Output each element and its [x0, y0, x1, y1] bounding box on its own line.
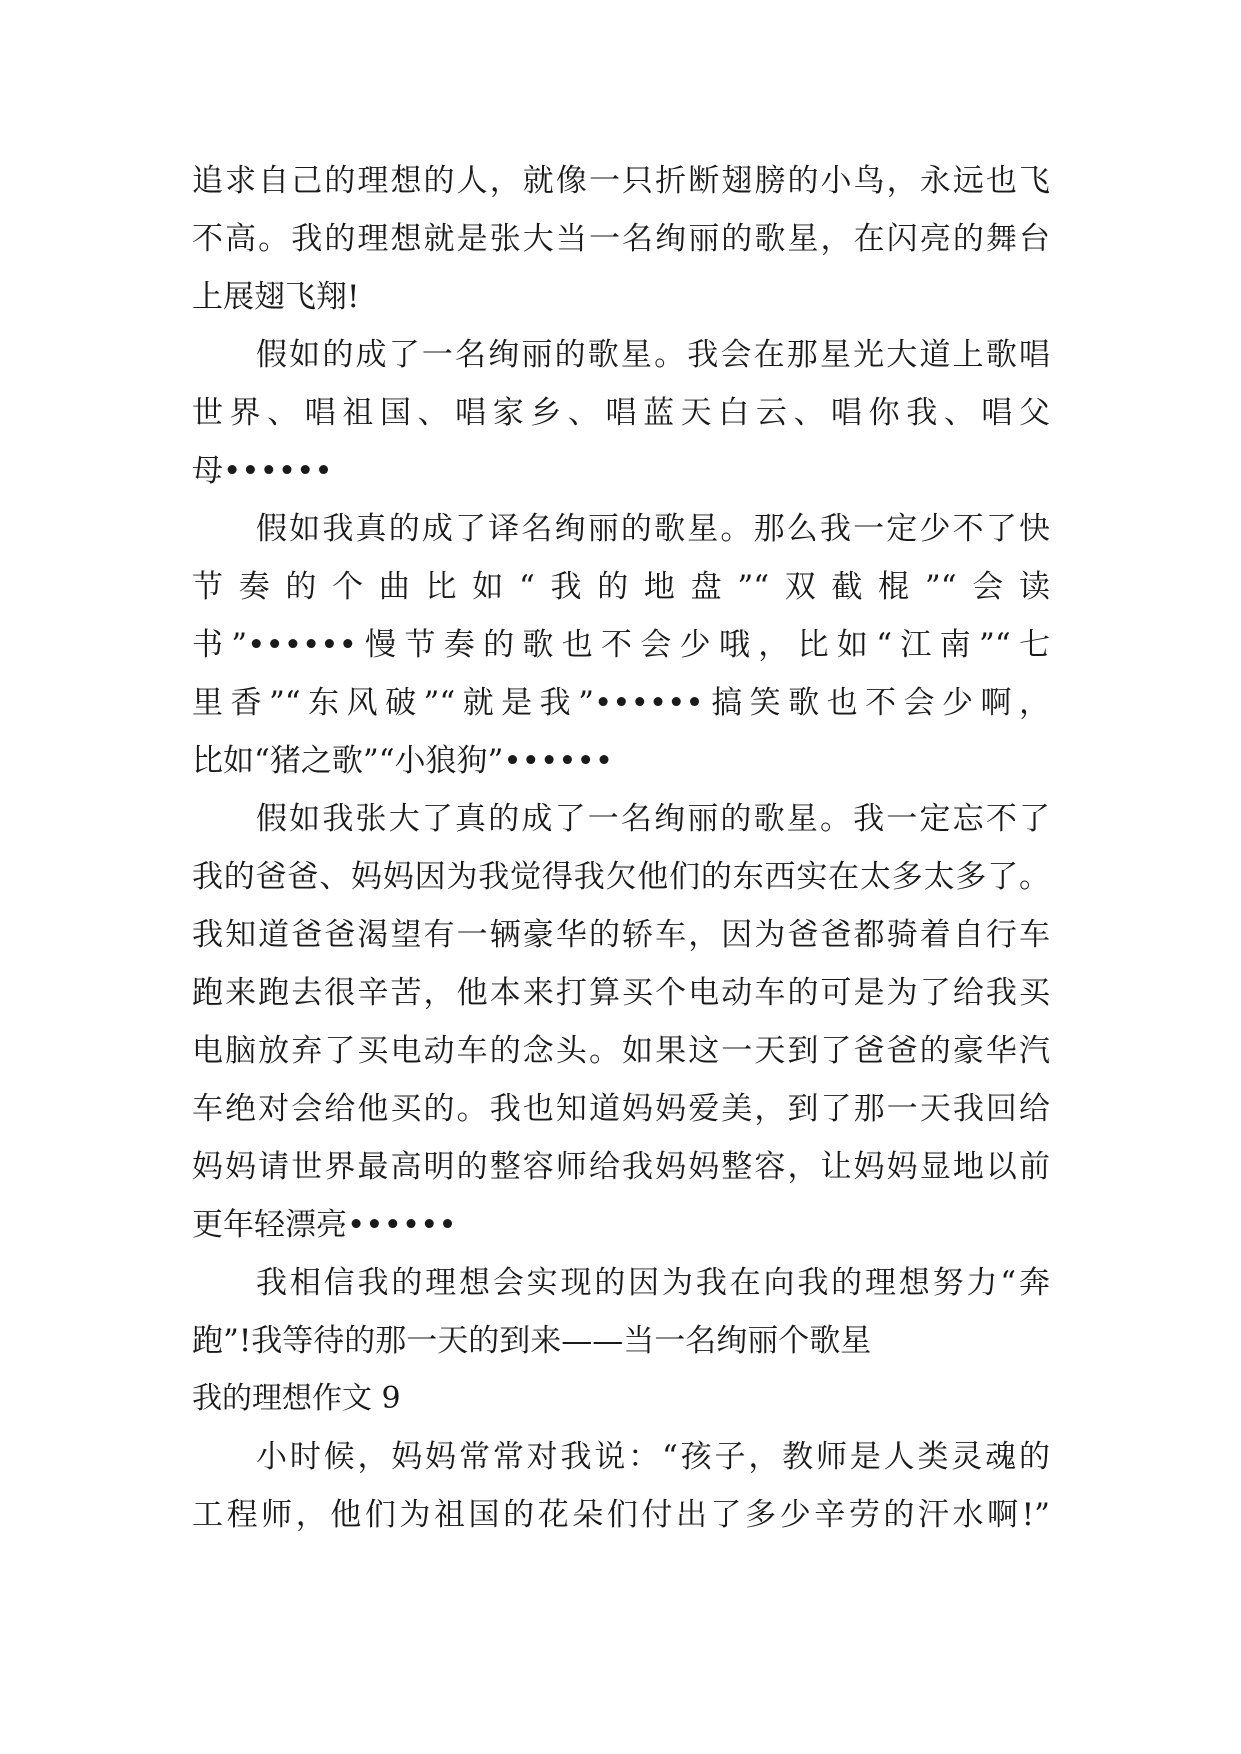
- text-line: 我知道爸爸渴望有一辆豪华的轿车，因为爸爸都骑着自行车: [192, 917, 1050, 953]
- paragraph-first-line: 小时候，妈妈常常对我说：“孩子，教师是人类灵魂的: [256, 1439, 1050, 1475]
- essay-title: 我的理想作文 9: [192, 1381, 401, 1416]
- text-line: 更年轻漂亮••••••: [192, 1207, 457, 1243]
- text-line: 追求自己的理想的人，就像一只折断翅膀的小鸟，永远也飞: [192, 163, 1050, 199]
- document-body: [192, 152, 1050, 1544]
- text-line: 不高。我的理想就是张大当一名绚丽的歌星，在闪亮的舞台: [192, 221, 1050, 257]
- paragraph-first-line: 假如的成了一名绚丽的歌星。我会在那星光大道上歌唱: [256, 337, 1050, 373]
- text-line: 书”••••••慢节奏的歌也不会少哦，比如“江南”“七: [192, 627, 1050, 663]
- paragraph-first-line: 假如我张大了真的成了一名绚丽的歌星。我一定忘不了: [256, 801, 1050, 837]
- paragraph-first-line: 假如我真的成了译名绚丽的歌星。那么我一定少不了快: [256, 511, 1050, 547]
- text-line: 工程师，他们为祖国的花朵们付出了多少辛劳的汗水啊!”: [192, 1497, 1050, 1533]
- text-line: 我的爸爸、妈妈因为我觉得我欠他们的东西实在太多太多了。: [192, 859, 1050, 895]
- text-line: 母••••••: [192, 453, 333, 489]
- text-line: 跑来跑去很辛苦，他本来打算买个电动车的可是为了给我买: [192, 975, 1050, 1011]
- text-line: 节奏的个曲比如“我的地盘”“双截棍”“会读: [192, 569, 1050, 605]
- text-line: 车绝对会给他买的。我也知道妈妈爱美，到了那一天我回给: [192, 1091, 1050, 1127]
- text-line: 电脑放弃了买电动车的念头。如果这一天到了爸爸的豪华汽: [192, 1033, 1050, 1069]
- paragraph-first-line: 我相信我的理想会实现的因为我在向我的理想努力“奔: [256, 1265, 1050, 1301]
- text-line: 跑”!我等待的那一天的到来——当一名绚丽个歌星: [192, 1323, 872, 1359]
- text-line: 妈妈请世界最高明的整容师给我妈妈整容，让妈妈显地以前: [192, 1149, 1050, 1185]
- text-line: 世界、唱祖国、唱家乡、唱蓝天白云、唱你我、唱父: [192, 395, 1050, 431]
- text-line: 上展翅飞翔!: [192, 279, 360, 315]
- text-line: 里香”“东风破”“就是我”••••••搞笑歌也不会少啊，: [192, 685, 1050, 721]
- text-line: 比如“猪之歌”“小狼狗”••••••: [192, 743, 614, 779]
